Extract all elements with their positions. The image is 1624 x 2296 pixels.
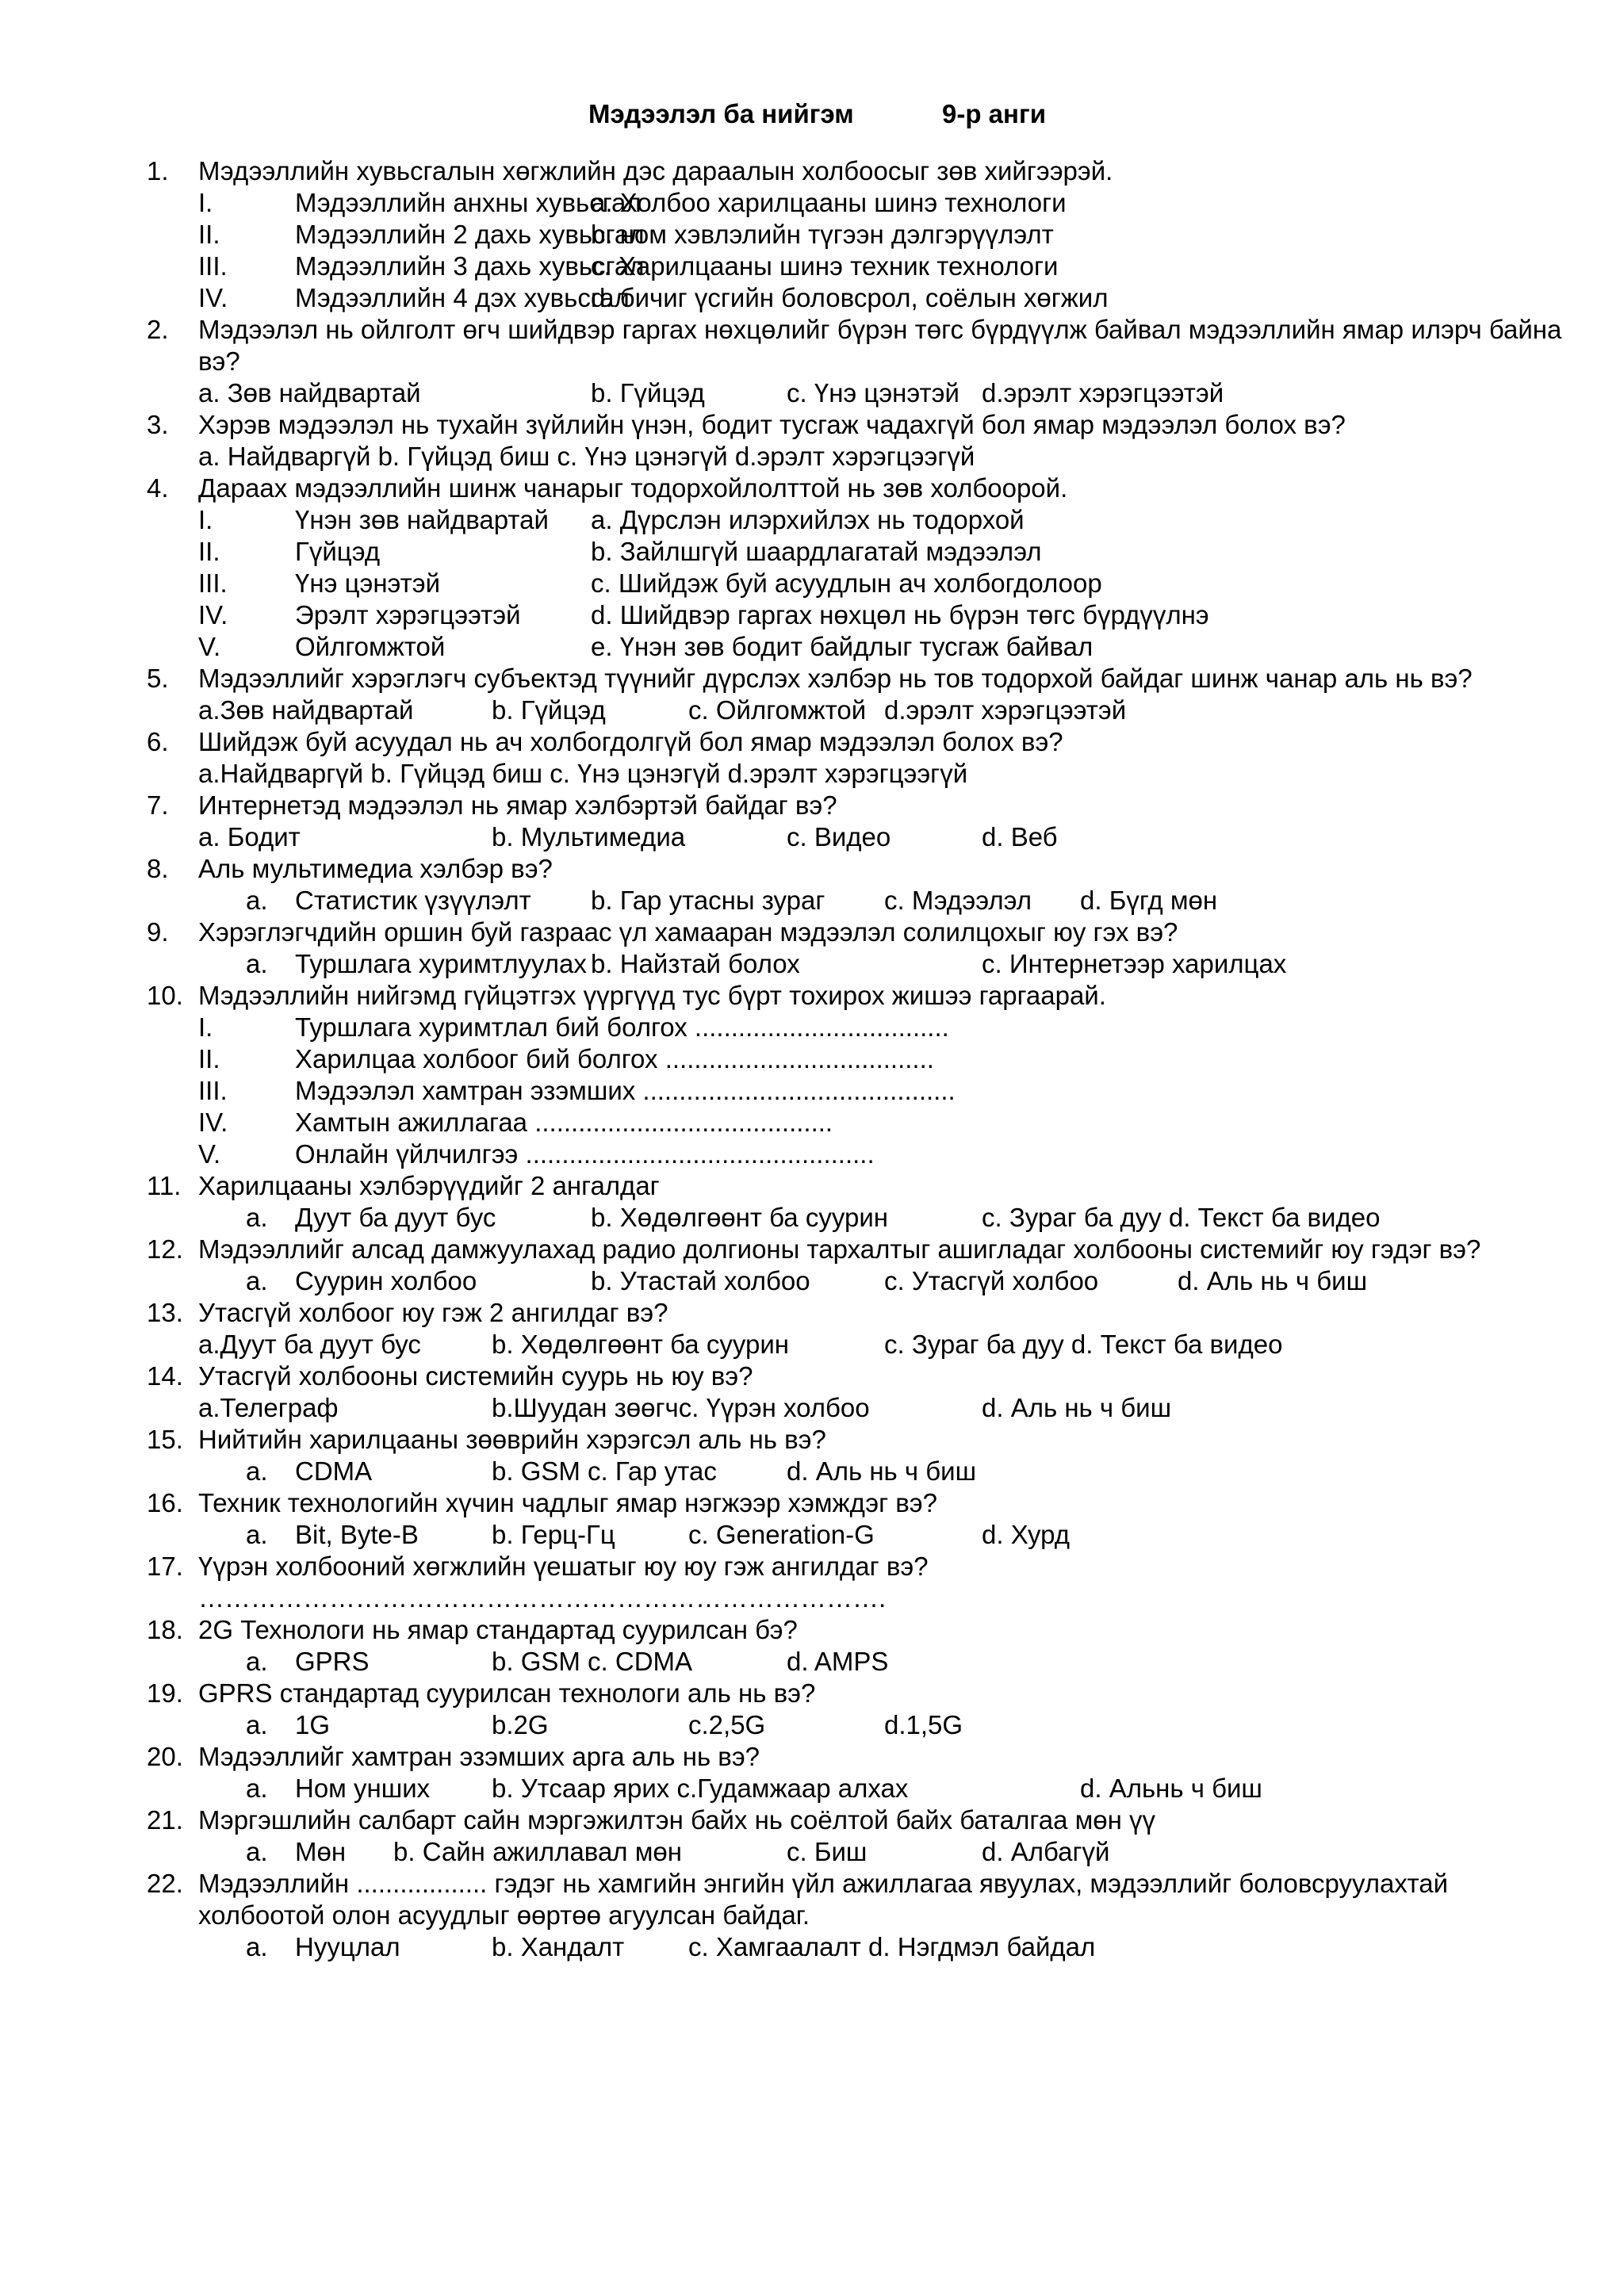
question-number: 17. bbox=[147, 1552, 183, 1581]
matching-left: Хамтын ажиллагаа ......................................... bbox=[295, 1108, 833, 1137]
answer-options bbox=[0, 441, 1624, 473]
question-item bbox=[0, 1170, 1624, 1234]
question-text bbox=[0, 1234, 1624, 1265]
answer-option[interactable]: d.эрэлт хэрэгцээтэй bbox=[884, 695, 1127, 725]
question-item bbox=[0, 1424, 1624, 1487]
question-item bbox=[0, 1614, 1624, 1678]
answer-option[interactable]: b. Гар утасны зураг bbox=[591, 886, 825, 915]
question-number: 22. bbox=[147, 1869, 183, 1898]
answer-options bbox=[0, 1392, 1624, 1424]
question-list bbox=[0, 155, 1624, 1963]
question-body: Мэдээллийг хэрэглэгч субъектэд түүнийг дүрслэх хэлбэр нь тов тодорхой байдаг шинж чанар аль нь вэ? bbox=[198, 664, 1473, 693]
matching-left: Мэдээлэл хамтран эзэмших ........................................... bbox=[295, 1076, 956, 1105]
answer-option[interactable]: d. AMPS bbox=[787, 1647, 889, 1676]
answer-option[interactable]: Нууцлал bbox=[295, 1932, 400, 1961]
answer-options bbox=[0, 1931, 1624, 1963]
answer-option[interactable]: Ном унших bbox=[295, 1774, 431, 1803]
answer-option[interactable]: b. Герц-Гц bbox=[492, 1520, 615, 1549]
page-title bbox=[0, 98, 1624, 133]
matching-row bbox=[0, 1107, 1624, 1138]
matching-row bbox=[0, 1075, 1624, 1107]
answer-option[interactable]: b. Гүйцэд bbox=[591, 378, 705, 408]
answer-option[interactable]: c. Интернетээр харилцах bbox=[982, 949, 1287, 978]
question-text bbox=[0, 409, 1624, 441]
answer-option[interactable]: d. Аль нь ч биш bbox=[1178, 1266, 1368, 1295]
matching-right: c. Харилцааны шинэ техник технологи bbox=[591, 251, 1059, 281]
answer-option[interactable]: b. Найзтай болох bbox=[591, 949, 800, 978]
matching-right: e. Үнэн зөв бодит байдлыг тусгаж байвал bbox=[591, 632, 1094, 661]
answer-option[interactable]: c. Зураг ба дуу d. Текст ба видео bbox=[982, 1203, 1381, 1232]
question-item bbox=[0, 1297, 1624, 1360]
answer-option[interactable]: a. bbox=[246, 1456, 268, 1486]
question-text bbox=[0, 1551, 1624, 1582]
question-item bbox=[0, 1678, 1624, 1741]
question-item bbox=[0, 853, 1624, 916]
answer-option[interactable]: a.Телеграф bbox=[198, 1393, 339, 1422]
answer-option[interactable]: d. Веб bbox=[982, 822, 1058, 851]
answer-option[interactable]: b. Гүйцэд bbox=[492, 695, 606, 725]
question-text bbox=[0, 155, 1624, 187]
question-number: 7. bbox=[147, 790, 169, 820]
question-body: Мэдээллийг алсад дамжуулахад радио долгионы тархалтыг ашигладаг холбооны системийг юу гэдэг вэ? bbox=[198, 1234, 1481, 1264]
question-body: Аль мультимедиа хэлбэр вэ? bbox=[198, 854, 553, 883]
answer-options bbox=[0, 695, 1624, 726]
matching-left: Гүйцэд bbox=[295, 537, 381, 566]
question-text bbox=[0, 1360, 1624, 1392]
question-body: Хэрэглэгчдийн оршин буй газраас үл хамааран мэдээлэл солилцохыг юу гэх вэ? bbox=[198, 917, 1178, 947]
question-number: 2. bbox=[147, 315, 169, 344]
question-text bbox=[0, 314, 1624, 377]
answer-option[interactable]: d.1,5G bbox=[884, 1710, 963, 1739]
question-body: Мэдээлэл нь ойлголт өгч шийдвэр гаргах нөхцөлийг бүрэн төгс бүрдүүлж байвал мэдээллийн ямар илэрч байна вэ? bbox=[198, 315, 1562, 376]
question-item bbox=[0, 726, 1624, 790]
answer-option[interactable]: Статистик үзүүлэлт bbox=[295, 886, 531, 915]
answer-option[interactable]: d. Аль нь ч биш bbox=[787, 1456, 977, 1486]
question-number: 1. bbox=[147, 156, 169, 186]
answer-options bbox=[0, 1836, 1624, 1868]
question-item bbox=[0, 663, 1624, 726]
question-body: Техник технологийн хүчин чадлыг ямар нэгжээр хэмждэг вэ? bbox=[198, 1488, 937, 1517]
answer-option[interactable]: b.2G bbox=[492, 1710, 549, 1739]
answer-options bbox=[0, 1519, 1624, 1551]
answer-option[interactable]: CDMA bbox=[295, 1456, 373, 1486]
answer-option[interactable]: a. Бодит bbox=[198, 822, 301, 851]
question-number: 4. bbox=[147, 473, 169, 503]
answer-option[interactable]: c. Утасгүй холбоо bbox=[884, 1266, 1099, 1295]
answer-options bbox=[0, 821, 1624, 853]
question-number: 16. bbox=[147, 1488, 183, 1517]
question-body: Нийтийн харилцааны зөөврийн хэрэгсэл аль нь вэ? bbox=[198, 1425, 826, 1454]
answer-option[interactable]: c. Үнэ цэнэтэй bbox=[787, 378, 959, 408]
answer-option[interactable]: c. Биш bbox=[787, 1837, 868, 1866]
question-number: 19. bbox=[147, 1678, 183, 1708]
answer-options bbox=[0, 1456, 1624, 1487]
answer-option[interactable]: Bit, Byte-B bbox=[295, 1520, 419, 1549]
question-item bbox=[0, 409, 1624, 473]
question-body: Хэрэв мэдээлэл нь тухайн зүйлийн үнэн, бодит тусгаж чадахгүй бол ямар мэдээлэл болох вэ? bbox=[198, 410, 1346, 439]
matching-left: Мэдээллийн 2 дахь хувьсгал bbox=[295, 220, 645, 249]
question-item bbox=[0, 1804, 1624, 1868]
answer-option[interactable]: Дуут ба дуут бус bbox=[295, 1203, 496, 1232]
answer-option[interactable]: a.Зөв найдвартай bbox=[198, 695, 414, 725]
question-body: Харилцааны хэлбэрүүдийг 2 ангалдаг bbox=[198, 1171, 660, 1200]
matching-row bbox=[0, 187, 1624, 219]
answer-option[interactable]: a. Найдваргүй b. Гүйцэд биш c. Үнэ цэнэгүй d.эрэлт хэрэгцээгүй bbox=[198, 442, 975, 471]
answer-option[interactable]: a.Дуут ба дуут бус bbox=[198, 1330, 421, 1359]
question-text bbox=[0, 1804, 1624, 1836]
question-number: 10. bbox=[147, 981, 183, 1010]
matching-right: b. ном хэвлэлийн түгээн дэлгэрүүлэлт bbox=[591, 220, 1054, 249]
roman-numeral: II. bbox=[198, 537, 220, 566]
question-body: Мэдээллийг хамтран эзэмших арга аль нь вэ? bbox=[198, 1742, 760, 1771]
question-number: 11. bbox=[147, 1171, 182, 1200]
answer-option[interactable]: a. bbox=[246, 1647, 268, 1676]
matching-row bbox=[0, 1138, 1624, 1170]
answer-option[interactable]: b. Хандалт bbox=[492, 1932, 625, 1961]
matching-left: Мэдээллийн анхны хувьсгал bbox=[295, 188, 642, 217]
matching-right: b. Зайлшгүй шаардлагатай мэдээлэл bbox=[591, 537, 1042, 566]
answer-option[interactable]: d. Альнь ч биш bbox=[1080, 1774, 1262, 1803]
answer-options bbox=[0, 1709, 1624, 1741]
question-item bbox=[0, 1868, 1624, 1963]
grade-label: 9-р анги bbox=[942, 99, 1046, 128]
question-body: Утасгүй холбооны системийн суурь нь юу вэ? bbox=[198, 1361, 753, 1391]
roman-numeral: II. bbox=[198, 1044, 220, 1073]
answer-option[interactable]: b. Хөдөлгөөнт ба суурин bbox=[492, 1330, 789, 1359]
roman-numeral: III. bbox=[198, 251, 228, 281]
question-body: Үүрэн холбооний хөгжлийн үешатыг юу юу гэж ангилдаг вэ? bbox=[198, 1552, 929, 1581]
answer-option[interactable]: b. GSM c. Гар утас bbox=[492, 1456, 717, 1486]
question-body: Интернетэд мэдээлэл нь ямар хэлбэртэй байдаг вэ? bbox=[198, 790, 837, 820]
matching-row bbox=[0, 568, 1624, 599]
question-item bbox=[0, 980, 1624, 1170]
roman-numeral: I. bbox=[198, 1012, 213, 1042]
question-text bbox=[0, 1868, 1624, 1931]
answer-option[interactable]: Суурин холбоо bbox=[295, 1266, 477, 1295]
answer-option[interactable]: a. bbox=[246, 1932, 268, 1961]
answer-option[interactable]: a. bbox=[246, 1520, 268, 1549]
matching-left: Ойлгомжтой bbox=[295, 632, 446, 661]
answer-option[interactable]: c. Generation-G bbox=[688, 1520, 875, 1549]
answer-options bbox=[0, 1773, 1624, 1804]
matching-row bbox=[0, 631, 1624, 663]
answer-option[interactable]: b. Утсаар ярих c.Гудамжаар алхах bbox=[492, 1774, 909, 1803]
answer-option[interactable]: b. GSM c. CDMA bbox=[492, 1647, 693, 1676]
question-item bbox=[0, 155, 1624, 314]
answer-option[interactable]: a. bbox=[246, 1266, 268, 1295]
answer-option[interactable]: b. Хөдөлгөөнт ба суурин bbox=[591, 1203, 888, 1232]
answer-option[interactable]: b. Мультимедиа bbox=[492, 822, 686, 851]
question-number: 3. bbox=[147, 410, 169, 439]
answer-option[interactable]: 1G bbox=[295, 1710, 331, 1739]
matching-left: Эрэлт хэрэгцээтэй bbox=[295, 600, 521, 629]
roman-numeral: V. bbox=[198, 632, 221, 661]
question-number: 14. bbox=[147, 1361, 183, 1391]
matching-row bbox=[0, 536, 1624, 568]
question-text bbox=[0, 663, 1624, 695]
question-body: Шийдэж буй асуудал нь ач холбогдолгүй бол ямар мэдээлэл болох вэ? bbox=[198, 727, 1063, 756]
question-number: 13. bbox=[147, 1298, 183, 1327]
question-number: 5. bbox=[147, 664, 169, 693]
question-text bbox=[0, 790, 1624, 821]
question-item bbox=[0, 1234, 1624, 1297]
question-number: 6. bbox=[147, 727, 169, 756]
question-body: Мэдээллийн нийгэмд гүйцэтгэх үүргүүд тус бүрт тохирох жишээ гаргаарай. bbox=[198, 981, 1106, 1010]
answer-options bbox=[0, 758, 1624, 790]
question-item bbox=[0, 1551, 1624, 1614]
answer-option[interactable]: a. bbox=[246, 1837, 268, 1866]
question-body: Мэдээллийн хувьсгалын хөгжлийн дэс дараалын холбоосыг зөв хийгээрэй. bbox=[198, 156, 1113, 186]
answer-option[interactable]: a. bbox=[246, 1203, 268, 1232]
answer-option[interactable]: c. Мэдээлэл bbox=[884, 886, 1032, 915]
matching-row bbox=[0, 251, 1624, 282]
roman-numeral: II. bbox=[198, 220, 220, 249]
answer-option[interactable]: b. Сайн ажиллавал мөн bbox=[393, 1837, 682, 1866]
matching-row bbox=[0, 1012, 1624, 1043]
roman-numeral: V. bbox=[198, 1139, 221, 1169]
roman-numeral: IV. bbox=[198, 1108, 228, 1137]
answer-option[interactable]: GPRS bbox=[295, 1647, 370, 1676]
matching-left: Үнэ цэнэтэй bbox=[295, 568, 441, 598]
question-body: GPRS стандартад суурилсан технологи аль нь вэ? bbox=[198, 1678, 816, 1708]
matching-row bbox=[0, 599, 1624, 631]
question-body: Утасгүй холбоог юу гэж 2 ангилдаг вэ? bbox=[198, 1298, 668, 1327]
question-text bbox=[0, 1297, 1624, 1329]
matching-row bbox=[0, 282, 1624, 314]
answer-option[interactable]: c. Зураг ба дуу d. Текст ба видео bbox=[884, 1330, 1283, 1359]
question-item bbox=[0, 790, 1624, 853]
matching-right: d. бичиг үсгийн боловсрол, соёлын хөгжил bbox=[591, 283, 1109, 312]
question-number: 20. bbox=[147, 1742, 183, 1771]
question-body: 2G Технологи нь ямар стандартад суурилсан бэ? bbox=[198, 1615, 798, 1644]
answer-options bbox=[0, 1582, 1624, 1614]
question-text bbox=[0, 1170, 1624, 1202]
matching-left: Үнэн зөв найдвартай bbox=[295, 505, 549, 534]
answer-option[interactable]: b. Утастай холбоо bbox=[591, 1266, 810, 1295]
question-body: Мэргэшлийн салбарт сайн мэргэжилтэн байх нь соёлтой байх баталгаа мөн үү bbox=[198, 1805, 1156, 1835]
question-text bbox=[0, 916, 1624, 948]
answer-options bbox=[0, 1329, 1624, 1360]
answer-option[interactable]: c.2,5G bbox=[688, 1710, 766, 1739]
matching-left: Туршлага хуримтлал бий болгох ................................... bbox=[295, 1012, 949, 1042]
question-number: 8. bbox=[147, 854, 169, 883]
question-item bbox=[0, 314, 1624, 409]
matching-row bbox=[0, 219, 1624, 251]
answer-option[interactable]: a. bbox=[246, 1774, 268, 1803]
roman-numeral: IV. bbox=[198, 600, 228, 629]
question-text bbox=[0, 1741, 1624, 1773]
matching-row bbox=[0, 504, 1624, 536]
answer-option[interactable]: Туршлага хуримтлуулах bbox=[295, 949, 587, 978]
answer-options bbox=[0, 1265, 1624, 1297]
answer-option[interactable]: a. bbox=[246, 886, 268, 915]
matching-left: Мэдээллийн 3 дахь хувьсгал bbox=[295, 251, 645, 281]
roman-numeral: III. bbox=[198, 1076, 228, 1105]
answer-option[interactable]: d.эрэлт хэрэгцээтэй bbox=[982, 378, 1224, 408]
matching-right: a. Дүрслэн илэрхийлэх нь тодорхой bbox=[591, 505, 1025, 534]
roman-numeral: III. bbox=[198, 568, 228, 598]
answer-option[interactable]: d. Албагүй bbox=[982, 1837, 1110, 1866]
roman-numeral: I. bbox=[198, 505, 213, 534]
answer-option[interactable]: a.Найдваргүй b. Гүйцэд биш c. Үнэ цэнэгүй d.эрэлт хэрэгцээгүй bbox=[198, 759, 968, 788]
answer-option[interactable]: a. bbox=[246, 949, 268, 978]
question-text bbox=[0, 473, 1624, 504]
question-text bbox=[0, 726, 1624, 758]
question-number: 9. bbox=[147, 917, 169, 947]
answer-options bbox=[0, 1646, 1624, 1678]
question-item bbox=[0, 1487, 1624, 1551]
answer-option[interactable]: Мөн bbox=[295, 1837, 347, 1866]
question-text bbox=[0, 1678, 1624, 1709]
matching-left: Мэдээллийн 4 дэх хувьсгал bbox=[295, 283, 630, 312]
answer-option[interactable]: c. Видео bbox=[787, 822, 891, 851]
question-text bbox=[0, 1424, 1624, 1456]
question-number: 21. bbox=[147, 1805, 183, 1835]
question-item bbox=[0, 1360, 1624, 1424]
roman-numeral: IV. bbox=[198, 283, 228, 312]
subject-title: Мэдээлэл ба нийгэм bbox=[588, 99, 854, 128]
answer-options bbox=[0, 885, 1624, 916]
question-text bbox=[0, 1614, 1624, 1646]
matching-right: d. Шийдвэр гаргах нөхцөл нь бүрэн төгс бүрдүүлнэ bbox=[591, 600, 1209, 629]
answer-option[interactable]: a. bbox=[246, 1710, 268, 1739]
roman-numeral: I. bbox=[198, 188, 213, 217]
question-item bbox=[0, 1741, 1624, 1804]
answer-options bbox=[0, 377, 1624, 409]
question-item bbox=[0, 916, 1624, 980]
question-number: 12. bbox=[147, 1234, 183, 1264]
question-text bbox=[0, 1487, 1624, 1519]
question-text bbox=[0, 853, 1624, 885]
answer-options bbox=[0, 948, 1624, 980]
matching-right: a. Холбоо харилцааны шинэ технологи bbox=[591, 188, 1067, 217]
question-number: 15. bbox=[147, 1425, 183, 1454]
question-text bbox=[0, 980, 1624, 1012]
answer-option[interactable]: ……………………………………………………………………. bbox=[198, 1583, 887, 1613]
answer-option[interactable]: b.Шуудан зөөгчс. Үүрэн холбоо bbox=[492, 1393, 870, 1422]
matching-left: Харилцаа холбоог бий болгох ..................................... bbox=[295, 1044, 934, 1073]
answer-option[interactable]: d. Аль нь ч биш bbox=[982, 1393, 1172, 1422]
matching-left: Онлайн үйлчилгээ ................................................ bbox=[295, 1139, 875, 1169]
question-body: Мэдээллийн .................. гэдэг нь хамгийн энгийн үйл ажиллагаа явуулах, мэдээллийг боловсруулахтай холбоотой олон асуудлыг өөртөө агуулсан байдаг. bbox=[198, 1869, 1449, 1930]
answer-option[interactable]: a. Зөв найдвартай bbox=[198, 378, 421, 408]
answer-option[interactable]: d. Хурд bbox=[982, 1520, 1070, 1549]
question-body: Дараах мэдээллийн шинж чанарыг тодорхойлолттой нь зөв холбоорой. bbox=[198, 473, 1068, 503]
answer-option[interactable]: c. Хамгаалалт d. Нэгдмэл байдал bbox=[688, 1932, 1096, 1961]
answer-option[interactable]: d. Бүгд мөн bbox=[1080, 886, 1218, 915]
question-item bbox=[0, 473, 1624, 663]
answer-option[interactable]: c. Ойлгомжтой bbox=[688, 695, 867, 725]
matching-row bbox=[0, 1043, 1624, 1075]
answer-options bbox=[0, 1202, 1624, 1234]
question-number: 18. bbox=[147, 1615, 183, 1644]
matching-right: c. Шийдэж буй асуудлын ач холбогдолоор bbox=[591, 568, 1102, 598]
